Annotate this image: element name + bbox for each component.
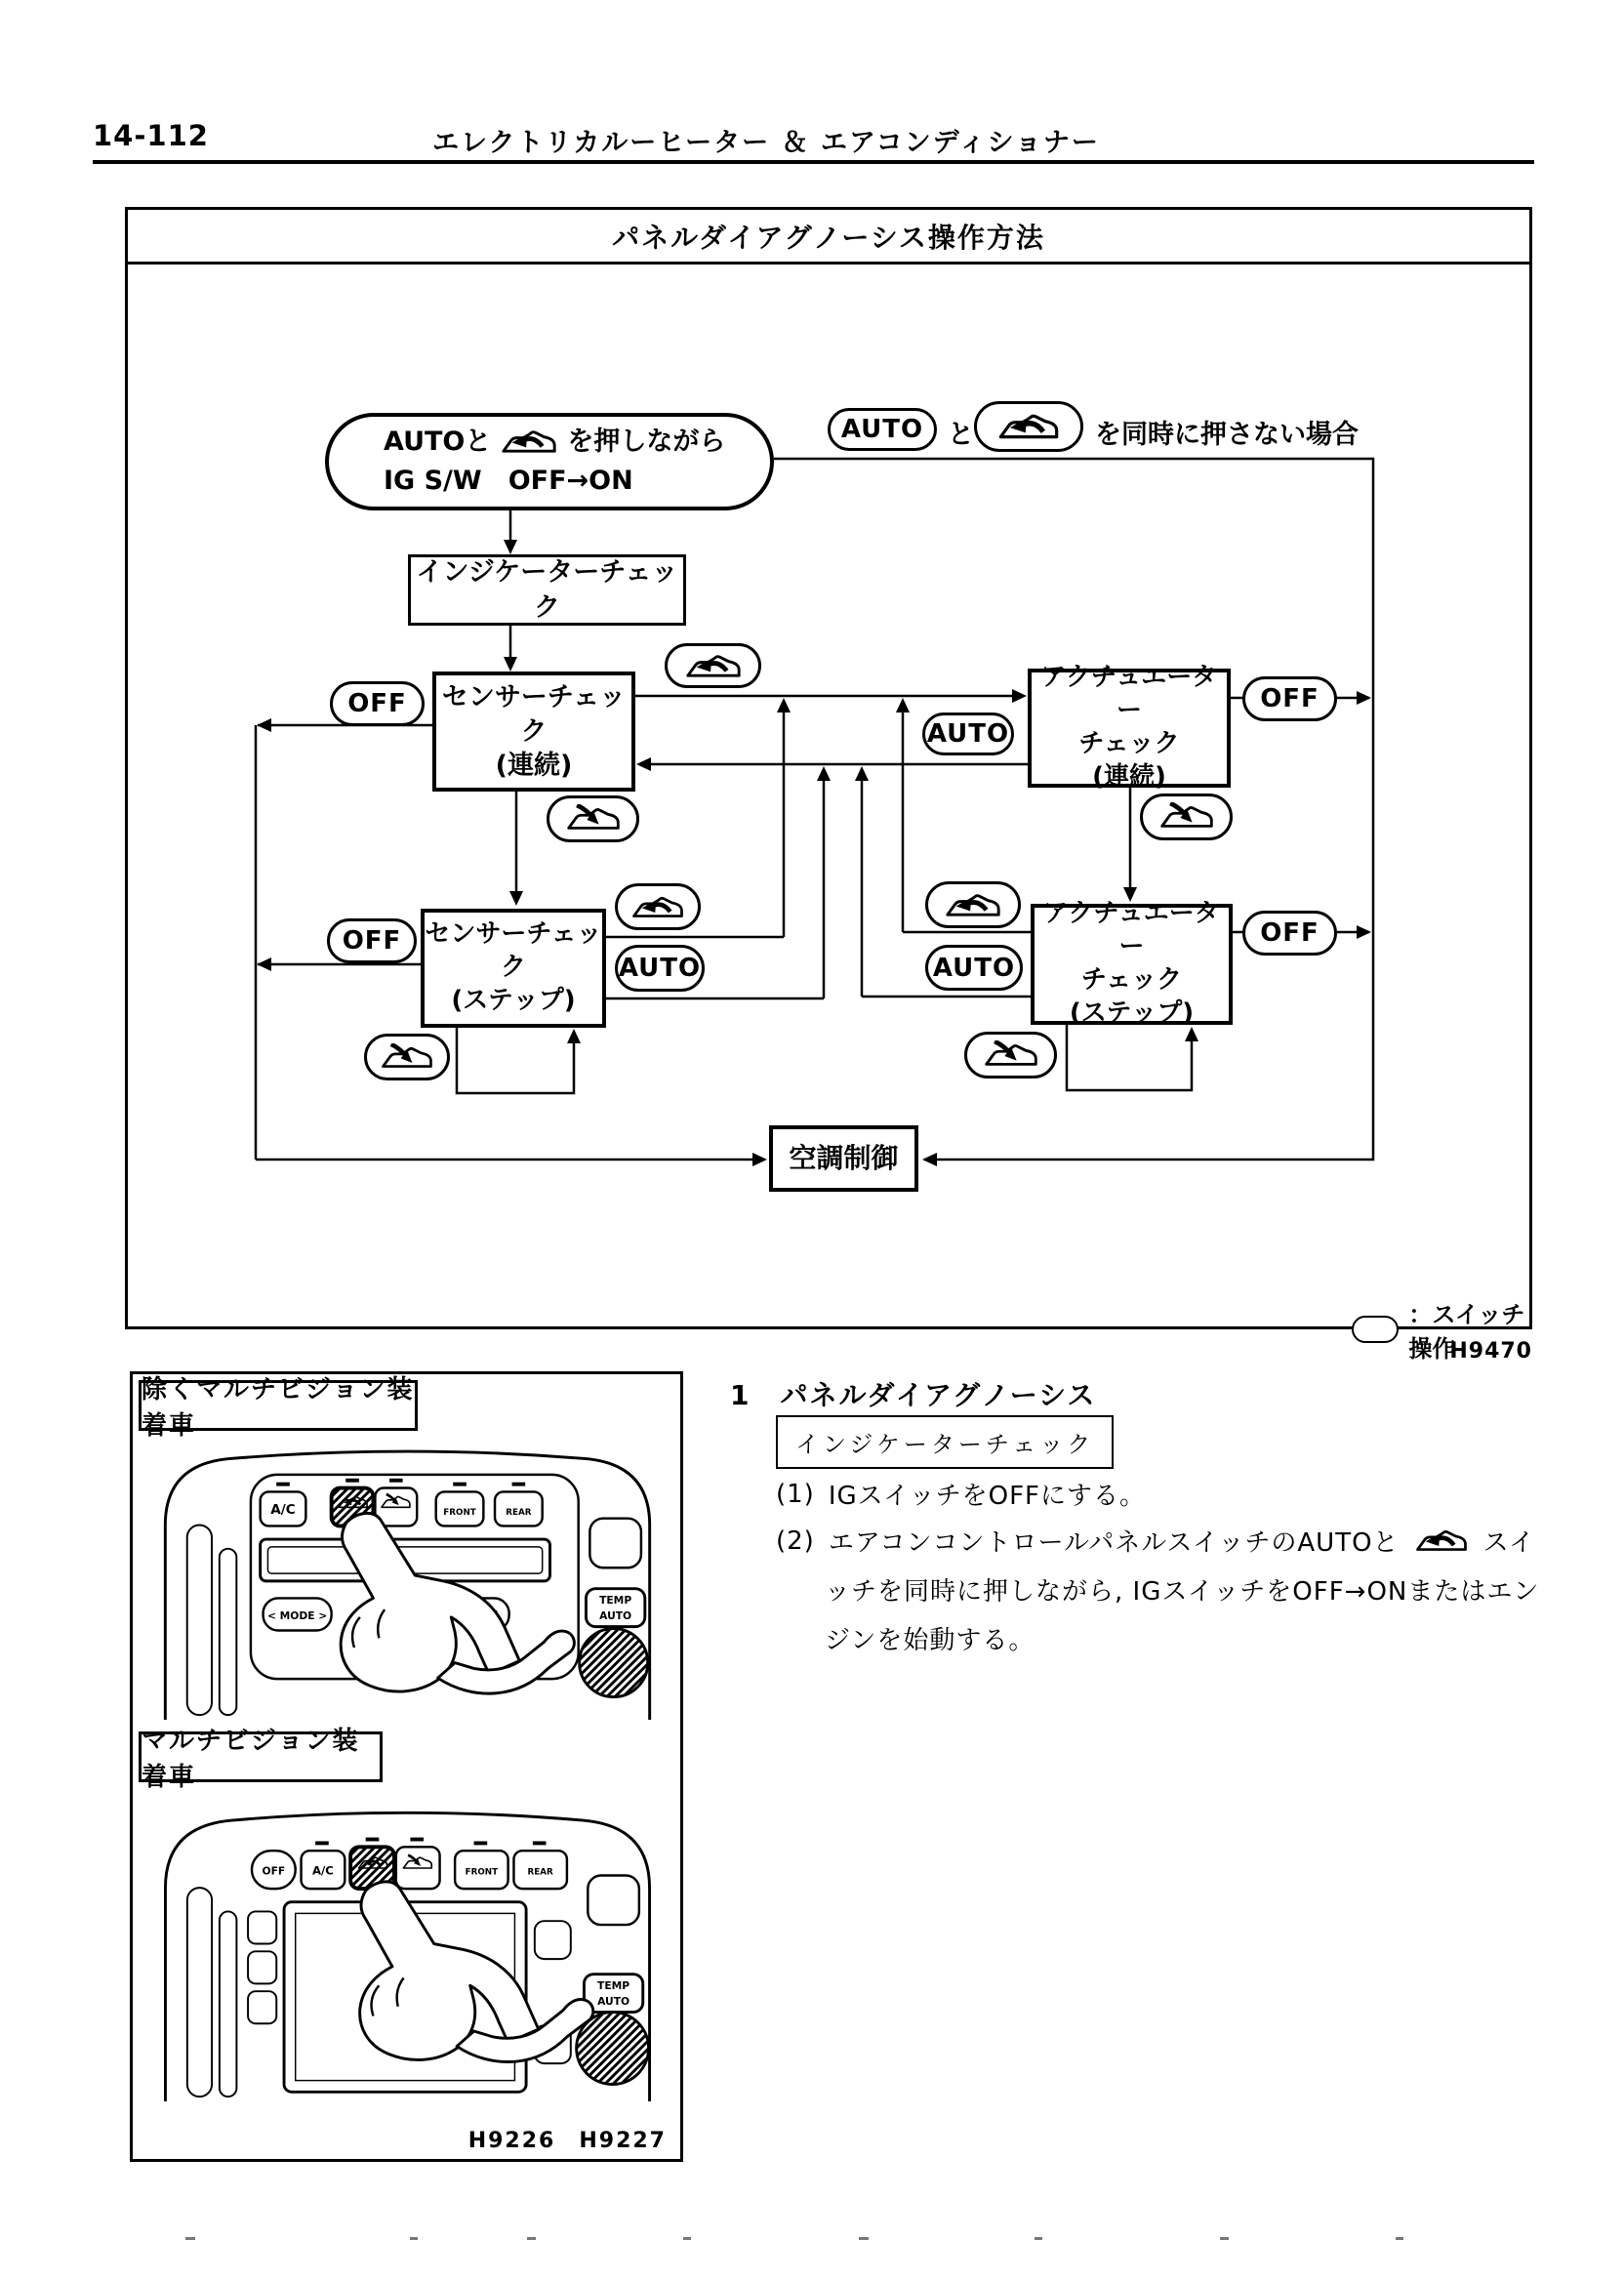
mode-button-label: < MODE > — [266, 1608, 328, 1622]
instruction-item-2-line-3 — [825, 1620, 1035, 1656]
control-panel-figure — [130, 1371, 683, 2162]
aircon-control-node — [769, 1125, 918, 1192]
mode-step-label: (ステップ) — [1069, 998, 1195, 1028]
bypass-suffix-text: を同時に押さない場合 — [1095, 420, 1359, 450]
off-pill: OFF — [1242, 911, 1337, 956]
hand-illustration — [360, 1882, 593, 2062]
auto-button-label: AUTO — [597, 1994, 630, 2008]
sensor-check-label: センサーチェック — [425, 919, 602, 983]
subsection-box: インジケーターチェック — [776, 1415, 1114, 1469]
item-text: エアコンコントロールパネルスイッチのAUTOと — [828, 1528, 1400, 1558]
fresh-air-icon — [1157, 802, 1217, 832]
vehicle-label-bottom: マルチビジョン装着車 — [139, 1731, 383, 1782]
fresh-air-icon-pill — [364, 1034, 450, 1080]
auto-pill: AUTO — [828, 408, 937, 451]
recirc-icon-pill — [925, 881, 1021, 928]
instruction-item-2-line-2 — [825, 1571, 1539, 1608]
off-pill: OFF — [1242, 676, 1337, 721]
section-title: パネルダイアグノーシス — [780, 1379, 1097, 1411]
instruction-item-2-line-1 — [776, 1523, 1535, 1559]
temp-button-label: TEMP — [597, 1979, 630, 1993]
actuator-check-continuous-node — [1028, 663, 1231, 792]
recirc-icon-pill — [615, 883, 701, 930]
instruction-item-1 — [776, 1476, 1146, 1512]
off-button-label: OFF — [262, 1864, 286, 1878]
auto-pill: AUTO — [925, 945, 1023, 991]
item-text: ジンを始動する。 — [825, 1626, 1035, 1655]
recirc-icon — [682, 651, 745, 681]
item-text: IGスイッチをOFFにする。 — [828, 1482, 1146, 1511]
actuator-check-step-node — [1031, 899, 1233, 1028]
start-text-line2: IG S/W OFF→ON — [384, 466, 633, 496]
start-node — [325, 413, 774, 510]
aircon-control-label: 空調制御 — [789, 1141, 899, 1174]
recirc-icon — [942, 890, 1004, 920]
section-number: 1 — [730, 1379, 751, 1411]
actuator-check-label-2: チェック — [1080, 965, 1183, 995]
actuator-check-label-2: チェック — [1078, 729, 1180, 758]
scan-artifacts — [0, 2237, 1624, 2241]
legend-switch-pill — [1352, 1316, 1399, 1343]
actuator-check-label-1: アクチュエーター — [1043, 899, 1220, 962]
recirc-icon — [629, 893, 687, 921]
control-panel-illustration-2 — [142, 1788, 673, 2101]
indicator-check-label: インジケーターチェック — [416, 557, 678, 623]
fresh-air-icon-pill — [1140, 794, 1233, 840]
item-number: (1) — [776, 1479, 815, 1509]
fresh-air-icon — [981, 1040, 1041, 1070]
rear-defrost-button-label: REAR — [527, 1867, 553, 1878]
mode-continuous-label: (連続) — [495, 751, 573, 782]
recirc-icon — [1413, 1527, 1470, 1555]
auto-pill: AUTO — [615, 945, 705, 992]
temp-auto-knob — [580, 1629, 648, 1697]
figure-codes: H9226 H9227 — [467, 2129, 667, 2153]
page-header-title: エレクトリカルーヒーター ＆ エアコンディショナー — [432, 128, 1100, 158]
mode-continuous-label: (連続) — [1092, 761, 1166, 792]
item-number: (2) — [776, 1526, 815, 1556]
section-heading — [730, 1374, 1096, 1413]
actuator-check-label-1: アクチュエーター — [1040, 663, 1218, 726]
ac-button-label: A/C — [270, 1501, 296, 1518]
recirc-icon — [995, 410, 1062, 443]
page-number: 14-112 — [93, 119, 209, 152]
sensor-check-step-node — [421, 909, 606, 1028]
fresh-air-icon-pill — [547, 795, 639, 842]
recirc-icon-pill — [665, 643, 761, 688]
diagram-title: パネルダイアグノーシス操作方法 — [128, 210, 1529, 265]
fresh-air-icon — [378, 1043, 436, 1072]
rear-defrost-button-label: REAR — [506, 1507, 532, 1518]
recirc-icon-pill — [974, 401, 1083, 452]
off-pill: OFF — [330, 681, 425, 726]
auto-button-label: AUTO — [599, 1608, 632, 1622]
front-defrost-button-label: FRONT — [443, 1507, 476, 1518]
mode-step-label: (ステップ) — [451, 985, 576, 1015]
sensor-check-continuous-node — [432, 672, 635, 792]
control-panel-illustration-1 — [142, 1435, 673, 1720]
bypass-and-text: と — [948, 420, 974, 450]
ac-button-label: A/C — [312, 1863, 334, 1878]
start-text-suffix: を押しながら — [567, 426, 726, 457]
start-text-prefix: AUTOと — [384, 426, 492, 457]
fresh-air-icon-pill — [964, 1032, 1057, 1079]
item-text: ッチを同時に押しながら, IGスイッチをOFF→ONまたはエン — [825, 1577, 1540, 1607]
figure-code: H9470 — [1449, 1339, 1532, 1364]
indicator-check-node — [408, 554, 686, 626]
vehicle-label-top: 除くマルチビジョン装着車 — [139, 1380, 418, 1431]
recirc-icon — [499, 427, 559, 457]
off-pill: OFF — [327, 918, 417, 963]
header-rule — [93, 160, 1534, 164]
fresh-air-icon — [563, 804, 624, 834]
auto-pill: AUTO — [922, 712, 1014, 755]
item-text: スイ — [1482, 1528, 1536, 1558]
front-defrost-button-label: FRONT — [465, 1867, 499, 1878]
temp-button-label: TEMP — [599, 1594, 632, 1608]
legend-label: ：スイッチ操作 — [1408, 1301, 1525, 1363]
sensor-check-label: センサーチェック — [441, 681, 627, 747]
